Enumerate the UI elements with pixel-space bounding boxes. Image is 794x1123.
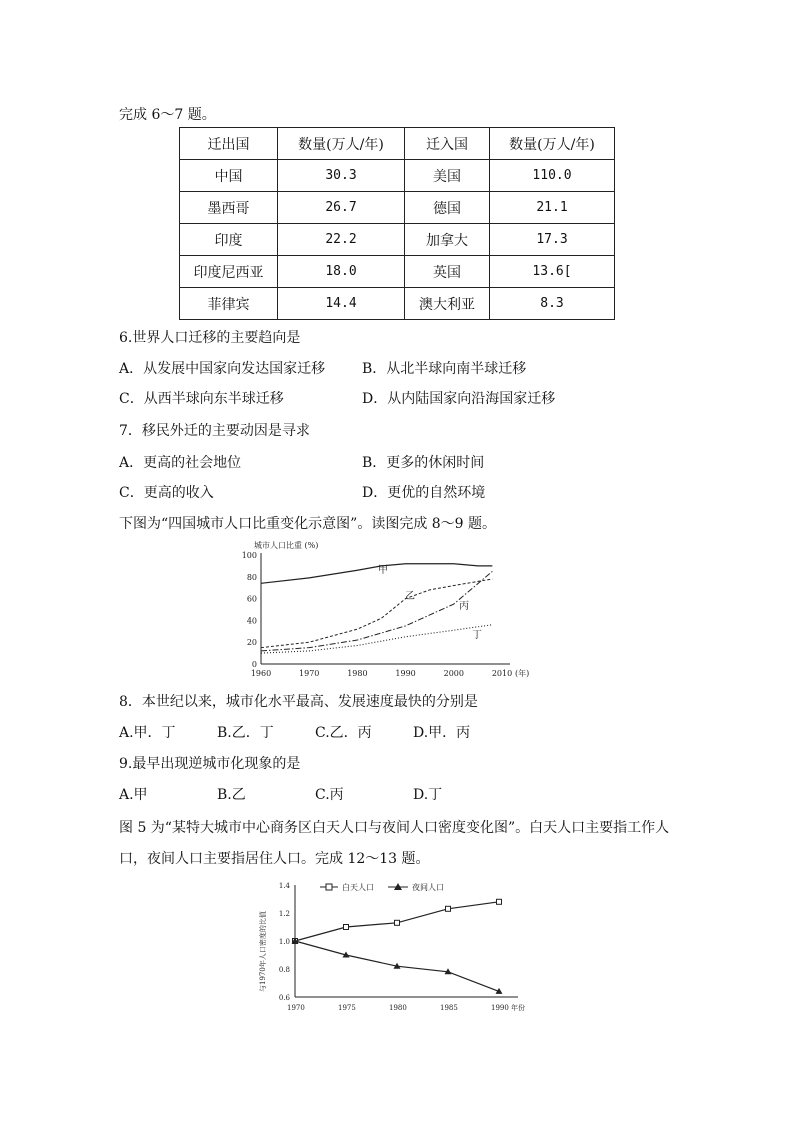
chart1-line-yi [261, 579, 492, 648]
question-6-option-a: A．从发展中国家向发达国家迁移 [119, 361, 326, 377]
table-cell: 印度 [180, 224, 278, 256]
table-cell: 13.6[ [490, 256, 615, 288]
chart2-point-day [395, 920, 400, 925]
question-6-option-c: C．从西半球向东半球迁移 [119, 391, 284, 407]
table-cell: 22.2 [278, 224, 405, 256]
table-row [180, 224, 615, 256]
migration-table [179, 127, 615, 320]
table-cell: 中国 [180, 160, 278, 192]
question-8-option-a: A.甲．丁 [119, 725, 176, 741]
chart2-xtick-label: 1970 [287, 1004, 305, 1012]
chart2-ytick-label: 1.4 [278, 882, 290, 890]
table-header: 数量(万人/年) [278, 128, 405, 160]
chart1-xtick-label: 1960 [250, 669, 272, 678]
table-row [180, 192, 615, 224]
question-7-stem: 7．移民外迁的主要动因是寻求 [119, 423, 310, 439]
table-cell: 德国 [405, 192, 490, 224]
table-cell: 17.3 [490, 224, 615, 256]
chart2-xtick-label: 1990 年份 [491, 1004, 526, 1012]
question-9-option-b: B.乙 [217, 787, 246, 803]
question-6-stem: 6.世界人口迁移的主要趋向是 [119, 330, 301, 346]
chart1-ytick-label: 0 [251, 660, 257, 669]
table-header: 迁入国 [405, 128, 490, 160]
question-6-option-d: D．从内陆国家向沿海国家迁移 [362, 391, 556, 407]
table-cell: 14.4 [278, 288, 405, 320]
chart2-ytick-label: 1.0 [278, 938, 290, 946]
legend-night-label: 夜间人口 [412, 883, 444, 892]
question-8-option-d: D.甲．丙 [413, 725, 471, 741]
table-cell: 26.7 [278, 192, 405, 224]
table-cell: 印度尼西亚 [180, 256, 278, 288]
chart1-series-label-bing: 丙 [459, 601, 469, 612]
table-cell: 英国 [405, 256, 490, 288]
chart1-ylabel: 城市人口比重 (%) [254, 541, 319, 550]
question-7-option-d: D．更优的自然环境 [362, 485, 486, 501]
chart1-ytick-label: 100 [241, 551, 257, 560]
chart1-series-label-ding: 丁 [472, 630, 482, 641]
cbd-density-chart [258, 877, 548, 1017]
table-cell: 110.0 [490, 160, 615, 192]
chart1-ytick-label: 60 [246, 594, 257, 604]
table-cell: 30.3 [278, 160, 405, 192]
table-cell: 澳大利亚 [405, 288, 490, 320]
intro-8-9: 下图为“四国城市人口比重变化示意图”。读图完成 8～9 题。 [119, 516, 497, 532]
table-cell: 18.0 [278, 256, 405, 288]
question-8-stem: 8．本世纪以来，城市化水平最高、发展速度最快的分别是 [119, 694, 478, 710]
chart2-xtick-label: 1980 [389, 1004, 407, 1012]
chart2-xtick-label: 1985 [440, 1004, 458, 1012]
question-9-option-a: A.甲 [119, 787, 148, 803]
question-8-option-b: B.乙．丁 [217, 725, 274, 741]
chart1-xtick-label: 2010 [491, 669, 513, 678]
table-row [180, 160, 615, 192]
intro-12-13-line1: 图 5 为“某特大城市中心商务区白天人口与夜间人口密度变化图”。白天人口主要指工作人 [119, 820, 670, 836]
question-7-option-a: A．更高的社会地位 [119, 455, 242, 471]
chart1-series-label-yi: 乙 [405, 591, 415, 602]
question-6-option-b: B．从北半球向南半球迁移 [362, 361, 527, 377]
urban-population-chart [240, 538, 540, 680]
chart1-series-label-jia: 甲 [378, 565, 388, 576]
table-header: 迁出国 [180, 128, 278, 160]
legend-day-square-icon [326, 884, 332, 890]
question-8-option-c: C.乙．丙 [315, 725, 372, 741]
chart2-ytick-label: 0.6 [278, 994, 290, 1002]
table-header: 数量(万人/年) [490, 128, 615, 160]
question-9-option-c: C.丙 [315, 787, 344, 803]
table-row [180, 288, 615, 320]
chart2-ytick-label: 0.8 [278, 966, 290, 974]
legend-day-label: 白天人口 [342, 883, 374, 892]
table-header-row [180, 128, 615, 160]
chart1-xtick-label: 1970 [299, 669, 320, 678]
chart1-line-bing [261, 571, 492, 651]
table-cell: 加拿大 [405, 224, 490, 256]
chart2-point-day [497, 899, 502, 904]
table-cell: 8.3 [490, 288, 615, 320]
question-9-stem: 9.最早出现逆城市化现象的是 [119, 756, 301, 772]
question-7-option-c: C．更高的收入 [119, 485, 214, 501]
table-row [180, 256, 615, 288]
chart2-point-day [344, 925, 349, 930]
question-9-option-d: D.丁 [413, 787, 443, 803]
chart2-xtick-label: 1975 [338, 1004, 356, 1012]
chart2-ytick-label: 1.2 [278, 910, 290, 918]
intro-6-7: 完成 6～7 题。 [119, 107, 216, 123]
table-cell: 美国 [405, 160, 490, 192]
chart2-point-day [446, 906, 451, 911]
chart1-ytick-label: 40 [246, 616, 257, 626]
chart1-x-unit: (年) [515, 669, 530, 678]
intro-12-13-line2: 口，夜间人口主要指居住人口。完成 12～13 题。 [119, 851, 430, 867]
chart1-xtick-label: 1990 [395, 669, 416, 678]
table-cell: 菲律宾 [180, 288, 278, 320]
table-cell: 墨西哥 [180, 192, 278, 224]
chart1-ytick-label: 80 [246, 572, 257, 582]
chart1-xtick-label: 2000 [443, 669, 464, 678]
chart1-line-jia [261, 564, 492, 584]
chart2-ylabel: 与1970年人口密度的比值 [259, 911, 267, 992]
table-cell: 21.1 [490, 192, 615, 224]
chart1-xtick-label: 1980 [347, 669, 368, 678]
chart1-ytick-label: 20 [246, 638, 257, 648]
question-7-option-b: B．更多的休闲时间 [362, 455, 485, 471]
